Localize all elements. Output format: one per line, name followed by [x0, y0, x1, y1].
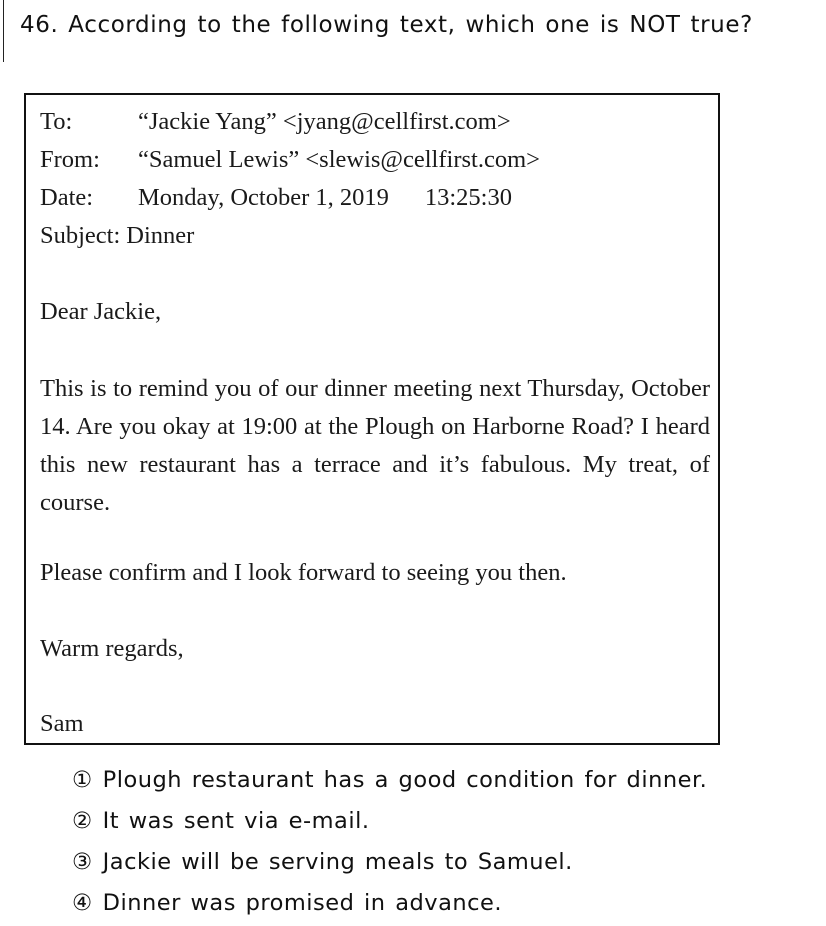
email-subject-value: Dinner — [126, 222, 195, 249]
email-closing: Warm regards, — [40, 635, 184, 662]
option-number: ③ — [72, 849, 93, 875]
option-number: ① — [72, 767, 93, 793]
email-greeting: Dear Jackie, — [40, 298, 162, 325]
email-from-label: From: — [40, 146, 100, 173]
email-from-row — [40, 145, 540, 175]
email-date-value: Monday, October 1, 2019 — [138, 184, 389, 211]
email-subject-label: Subject: — [40, 222, 121, 249]
email-passage-box — [24, 93, 720, 745]
option-number: ② — [72, 808, 93, 834]
email-to-row — [40, 107, 511, 137]
answer-options — [72, 762, 707, 926]
email-to-value: “Jackie Yang” <jyang@cellfirst.com> — [138, 108, 511, 135]
option-text: It was sent via e-mail. — [102, 808, 370, 834]
email-date-label: Date: — [40, 184, 94, 211]
option-text: Jackie will be serving meals to Samuel. — [102, 849, 573, 875]
email-from-value: “Samuel Lewis” <slewis@cellfirst.com> — [138, 146, 540, 173]
email-confirm-paragraph: Please confirm and I look forward to seeing you then. — [40, 559, 567, 586]
option-number: ④ — [72, 890, 93, 916]
option-text: Dinner was promised in advance. — [102, 890, 503, 916]
answer-option-3[interactable] — [72, 844, 707, 885]
email-date-row — [40, 183, 512, 213]
option-text: Plough restaurant has a good condition for dinner. — [102, 767, 708, 793]
margin-rule — [3, 0, 4, 62]
answer-option-1[interactable] — [72, 762, 707, 803]
email-time-value: 13:25:30 — [424, 184, 512, 211]
email-subject-row — [40, 221, 194, 251]
email-signature: Sam — [40, 710, 84, 737]
answer-option-2[interactable] — [72, 803, 707, 844]
email-body-paragraph: This is to remind you of our dinner meeting next Thursday, October 14. Are you okay at 19:00 at the Plough on Harborne Road? I heard this new restaurant has a terrace and it’s fabulous. My treat, of course. — [40, 375, 710, 516]
email-to-label: To: — [40, 108, 73, 135]
question-title: 46. According to the following text, which one is NOT true? — [20, 12, 753, 38]
